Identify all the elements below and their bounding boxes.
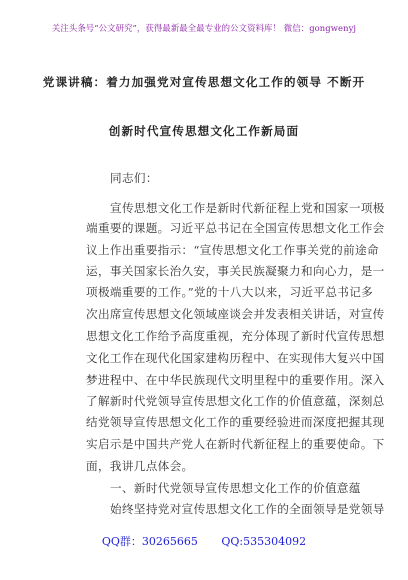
document-title-line-2: 创新时代宣传思想文化工作新局面 <box>108 124 300 138</box>
footer-qq-number: QQ:535304092 <box>221 535 307 548</box>
footer-qq-group: QQ群：30265665 <box>101 535 198 548</box>
body-line: 端重要的课题。习近平总书记在全国宣传思想文化工作会 <box>86 221 385 235</box>
body-line: 面，我讲几点体会。 <box>86 459 194 473</box>
body-line: 梦进程中、在中华民族现代文明里程中的重要作用。深入 <box>86 373 385 387</box>
body-line: 宣传思想文化工作是新时代新征程上党和国家一项极 <box>110 201 385 215</box>
header-banner: 关注头条号“公文研究”，获得最新最全最专业的公文资料库！ 微信：gongwenyj <box>51 23 357 33</box>
body-line: 始终坚持党对宣传思想文化工作的全面领导是党领导 <box>110 502 385 516</box>
body-line: 议上作出重要指示：“宣传思想文化工作事关党的前途命 <box>86 243 379 257</box>
body-line: 次出席宣传思想文化领域座谈会并发表相关讲话，对宣传 <box>86 307 385 321</box>
body-line: 结党领导宣传思想文化工作的重要经验进而深度把握其现 <box>86 415 385 429</box>
body-line: 项极端重要的工作。”党的十八大以来，习近平总书记多 <box>86 285 374 299</box>
footer-contact <box>0 533 408 549</box>
body-line: 思想文化工作给予高度重视，充分体现了新时代宣传思想 <box>86 329 385 343</box>
body-line: 实启示是中国共产党人在新时代新征程上的重要使命。下 <box>86 437 385 451</box>
greeting: 同志们： <box>110 171 158 185</box>
section-heading: 一、新时代党领导宣传思想文化工作的价值意蕴 <box>110 481 361 495</box>
body-line: 文化工作在现代化国家建构历程中、在实现伟大复兴中国 <box>86 351 385 365</box>
document-title-line-1: 党课讲稿：着力加强党对宣传思想文化工作的领导 不断开 <box>42 75 366 89</box>
body-line: 了解新时代党领导宣传思想文化工作的价值意蕴，深刻总 <box>86 394 385 408</box>
body-line: 运，事关国家长治久安，事关民族凝聚力和向心力，是一 <box>86 264 385 278</box>
